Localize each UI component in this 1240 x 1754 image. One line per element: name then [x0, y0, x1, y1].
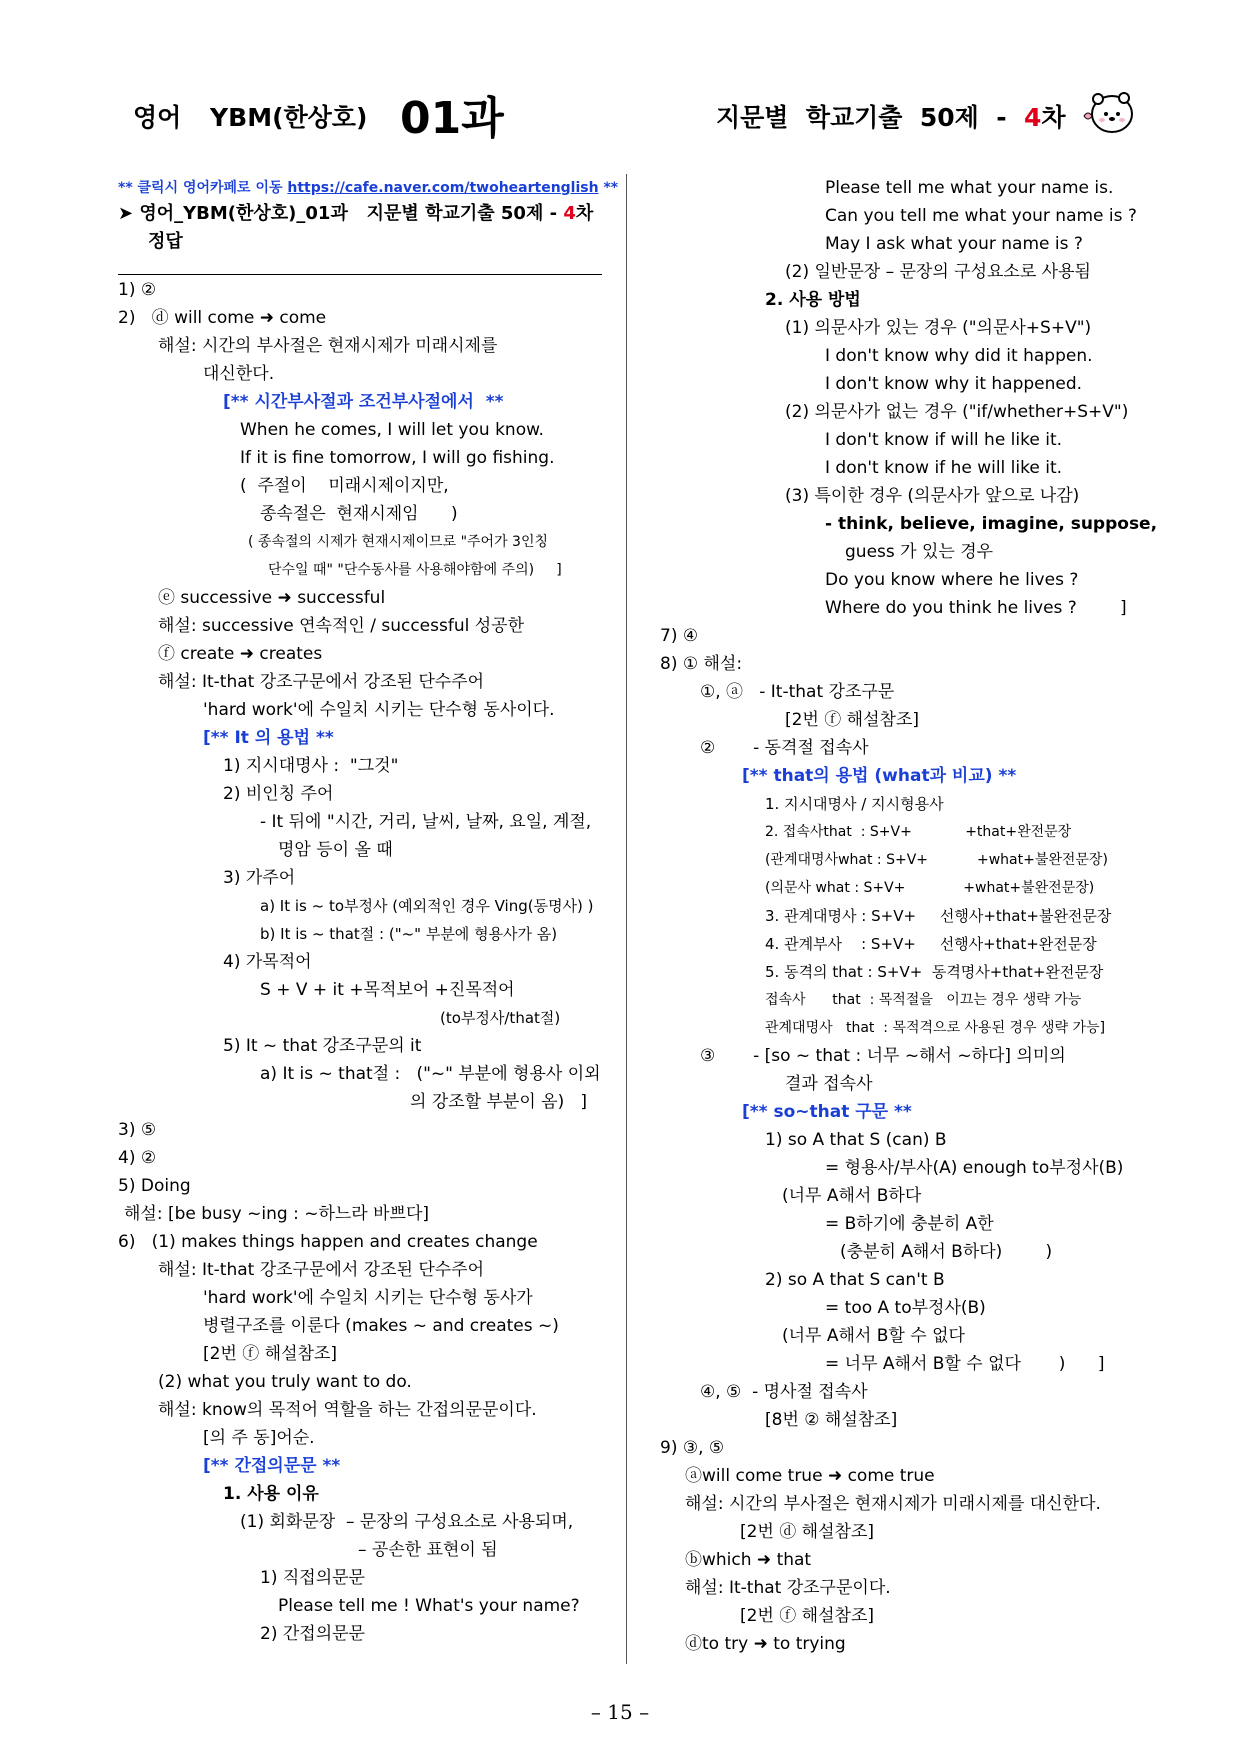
- left-line: 4) 가목적어: [223, 952, 312, 972]
- right-line: = B하기에 충분히 A한: [825, 1214, 994, 1234]
- right-line: I don't know if will he like it.: [825, 430, 1063, 450]
- bear-mascot-icon: [1080, 86, 1136, 138]
- right-line: 2) so A that S can't B: [765, 1270, 945, 1290]
- left-line: 3) 가주어: [223, 868, 296, 888]
- left-line: 4) ②: [118, 1148, 157, 1168]
- left-line: S + V + it +목적보어 +진목적어: [260, 980, 515, 1000]
- right-line: 2. 사용 방법: [765, 290, 861, 310]
- left-line: ⓕ create ➜ creates: [158, 644, 323, 664]
- right-line: 해설: It-that 강조구문이다.: [685, 1578, 891, 1598]
- right-line: (2) 일반문장 – 문장의 구성요소로 사용됨: [785, 262, 1091, 282]
- left-line: 해설: know의 목적어 역할을 하는 간접의문문이다.: [158, 1400, 537, 1420]
- left-line: 1. 사용 이유: [223, 1484, 319, 1504]
- right-line: (충분히 A해서 B하다) ): [840, 1242, 1053, 1262]
- left-column: [118, 174, 619, 1648]
- left-line: 단수일 때" "단수동사를 사용해야함에 주의) ]: [268, 562, 562, 578]
- left-line: – 공손한 표현이 됨: [358, 1540, 498, 1560]
- right-line: Where do you think he lives ? ]: [825, 598, 1127, 618]
- header-subject: [133, 98, 387, 134]
- left-line: 대신한다.: [203, 364, 275, 384]
- left-line: [** 간접의문문 **: [203, 1456, 341, 1476]
- left-line: a) It is ~ that절 : ("~" 부분에 형용사 이외: [260, 1064, 601, 1084]
- right-line: 2. 접속사that : S+V+ +that+완전문장: [765, 824, 1072, 840]
- page-number: – 15 –: [590, 1700, 650, 1724]
- right-line: May I ask what your name is ?: [825, 234, 1083, 254]
- left-line: (to부정사/that절): [440, 1009, 561, 1027]
- left-line: 해설: [be busy ~ing : ~하느라 바쁘다]: [124, 1204, 430, 1224]
- right-line: I don't know if he will like it.: [825, 458, 1063, 478]
- right-line: 3. 관계대명사 : S+V+ 선행사+that+불완전문장: [765, 907, 1112, 925]
- subject-label: 영어: [133, 103, 182, 132]
- doc-title-answer: 정답: [148, 231, 183, 252]
- left-line: 해설: It-that 강조구문에서 강조된 단수주어: [158, 1260, 485, 1280]
- right-line: [2번 ⓕ 해설참조]: [740, 1606, 874, 1626]
- right-line: ③ - [so ~ that : 너무 ~해서 ~하다] 의미의: [700, 1046, 1066, 1066]
- right-line: 관계대명사 that : 목적격으로 사용된 경우 생략 가능]: [765, 1020, 1106, 1036]
- right-line: = 너무 A해서 B할 수 없다 ) ]: [825, 1354, 1105, 1374]
- right-line: [8번 ② 해설참조]: [765, 1410, 898, 1430]
- right-line: (1) 의문사가 있는 경우 ("의문사+S+V"): [785, 318, 1092, 338]
- right-line: [** so~that 구문 **: [742, 1102, 912, 1122]
- left-line: ⓔ successive ➜ successful: [158, 588, 386, 608]
- header-title-suffix: 차: [1041, 103, 1066, 132]
- left-line: 'hard work'에 수일치 시키는 단수형 동사가: [203, 1288, 533, 1308]
- left-line: 'hard work'에 수일치 시키는 단수형 동사이다.: [203, 700, 555, 720]
- right-line: 8) ① 해설:: [660, 654, 743, 674]
- right-line: = 형용사/부사(A) enough to부정사(B): [825, 1158, 1124, 1178]
- right-line: 해설: 시간의 부사절은 현재시제가 미래시제를 대신한다.: [685, 1494, 1101, 1514]
- left-line: 종속절은 현재시제임 ): [260, 504, 458, 524]
- column-divider: [626, 174, 627, 1664]
- right-line: = too A to부정사(B): [825, 1298, 986, 1318]
- left-line: 5) Doing: [118, 1176, 191, 1196]
- right-line: [2번 ⓕ 해설참조]: [785, 710, 919, 730]
- left-line: [의 주 동]어순.: [203, 1428, 315, 1448]
- left-line: If it is fine tomorrow, I will go fishing.: [240, 448, 555, 468]
- left-line: 3) ⑤: [118, 1120, 157, 1140]
- left-line: b) It is ~ that절 : ("~" 부분에 형용사가 옴): [260, 925, 558, 943]
- left-line: Please tell me ! What's your name?: [278, 1596, 580, 1616]
- right-line: ⓑwhich ➜ that: [685, 1550, 812, 1570]
- left-line: (2) what you truly want to do.: [158, 1372, 412, 1392]
- page-header: [0, 92, 1240, 142]
- right-line: ⓐwill come true ➜ come true: [685, 1466, 935, 1486]
- right-line: 1) so A that S (can) B: [765, 1130, 947, 1150]
- left-line: 1) 지시대명사 : "그것": [223, 756, 399, 776]
- right-line: 5. 동격의 that : S+V+ 동격명사+that+완전문장: [765, 963, 1104, 981]
- right-line: Please tell me what your name is.: [825, 178, 1114, 198]
- right-line: 7) ④: [660, 626, 699, 646]
- right-line: ② - 동격절 접속사: [700, 738, 869, 758]
- right-line: 4. 관계부사 : S+V+ 선행사+that+완전문장: [765, 935, 1097, 953]
- right-line: ④, ⑤ - 명사절 접속사: [700, 1382, 868, 1402]
- right-line: Can you tell me what your name is ?: [825, 206, 1137, 226]
- left-line: - It 뒤에 "시간, 거리, 날씨, 날짜, 요일, 계절,: [260, 812, 592, 832]
- left-line: (1) 회화문장 – 문장의 구성요소로 사용되며,: [240, 1512, 574, 1532]
- left-line: 2) ⓓ will come ➜ come: [118, 308, 327, 328]
- right-line: (3) 특이한 경우 (의문사가 앞으로 나감): [785, 486, 1080, 506]
- right-line: 결과 접속사: [785, 1074, 873, 1094]
- right-line: (너무 A해서 B하다: [782, 1186, 922, 1206]
- header-title-text: 지문별 학교기출 50제 -: [716, 103, 1024, 132]
- left-line: 2) 비인칭 주어: [223, 784, 334, 804]
- header-title-num: 4: [1024, 103, 1042, 132]
- left-line: 명암 등이 올 때: [278, 840, 393, 860]
- right-line: - think, believe, imagine, suppose,: [825, 514, 1158, 534]
- left-line: 해설: It-that 강조구문에서 강조된 단수주어: [158, 672, 485, 692]
- lesson-number: 01과: [400, 93, 504, 144]
- right-line: (2) 의문사가 없는 경우 ("if/whether+S+V"): [785, 402, 1129, 422]
- left-line: 2) 간접의문문: [260, 1624, 365, 1644]
- publisher-label: YBM(한상호): [210, 103, 368, 132]
- doc-title: [118, 200, 608, 228]
- right-line: I don't know why did it happen.: [825, 346, 1093, 366]
- right-line: (의문사 what : S+V+ +what+불완전문장): [765, 880, 1095, 896]
- left-line: 의 강조할 부분이 옴) ]: [410, 1092, 588, 1112]
- right-line: ⓓto try ➜ to trying: [685, 1634, 846, 1654]
- left-line: [2번 ⓕ 해설참조]: [203, 1344, 337, 1364]
- link-suffix: **: [598, 180, 619, 196]
- link-url[interactable]: https://cafe.naver.com/twoheartenglish: [287, 180, 599, 196]
- left-line: a) It is ~ to부정사 (예외적인 경우 Ving(동명사) ): [260, 897, 594, 915]
- left-line: 1) ②: [118, 280, 157, 300]
- right-line: (너무 A해서 B할 수 없다: [782, 1326, 965, 1346]
- left-line: When he comes, I will let you know.: [240, 420, 544, 440]
- doc-title-suffix: 차: [575, 203, 594, 224]
- right-line: Do you know where he lives ?: [825, 570, 1079, 590]
- doc-title-text: ➤ 영어_YBM(한상호)_01과 지문별 학교기출 50제 -: [118, 203, 564, 224]
- header-title: [716, 98, 1066, 134]
- left-line: 5) It ~ that 강조구문의 it: [223, 1036, 422, 1056]
- left-line: 병렬구조를 이룬다 (makes ~ and creates ~): [203, 1316, 559, 1336]
- right-line: [** that의 용법 (what과 비교) **: [742, 766, 1017, 786]
- left-line: 1) 직접의문문: [260, 1568, 365, 1588]
- left-line: ( 종속절의 시제가 현재시제이므로 "주어가 3인칭: [248, 534, 549, 550]
- right-line: (관계대명사what : S+V+ +what+불완전문장): [765, 852, 1108, 868]
- left-line: [** It 의 용법 **: [203, 728, 334, 748]
- right-line: ①, ⓐ - It-that 강조구문: [700, 682, 895, 702]
- left-line: 해설: successive 연속적인 / successful 성공한: [158, 616, 524, 636]
- doc-title-num: 4: [563, 203, 576, 224]
- right-line: 9) ③, ⑤: [660, 1438, 725, 1458]
- cafe-link[interactable]: [118, 174, 619, 200]
- right-line: I don't know why it happened.: [825, 374, 1083, 394]
- right-line: 접속사 that : 목적절을 이끄는 경우 생략 가능: [765, 992, 1082, 1008]
- left-line: [** 시간부사절과 조건부사절에서 **: [223, 392, 504, 412]
- left-line: 6) (1) makes things happen and creates change: [118, 1232, 538, 1252]
- right-line: guess 가 있는 경우: [845, 542, 994, 562]
- left-line: ( 주절이 미래시제이지만,: [240, 476, 449, 496]
- right-column: [660, 174, 1158, 1658]
- link-prefix: ** 클릭시 영어카페로 이동: [118, 180, 288, 196]
- left-line: 해설: 시간의 부사절은 현재시제가 미래시제를: [158, 336, 498, 356]
- right-line: [2번 ⓓ 해설참조]: [740, 1522, 874, 1542]
- right-line: 1. 지시대명사 / 지시형용사: [765, 795, 944, 813]
